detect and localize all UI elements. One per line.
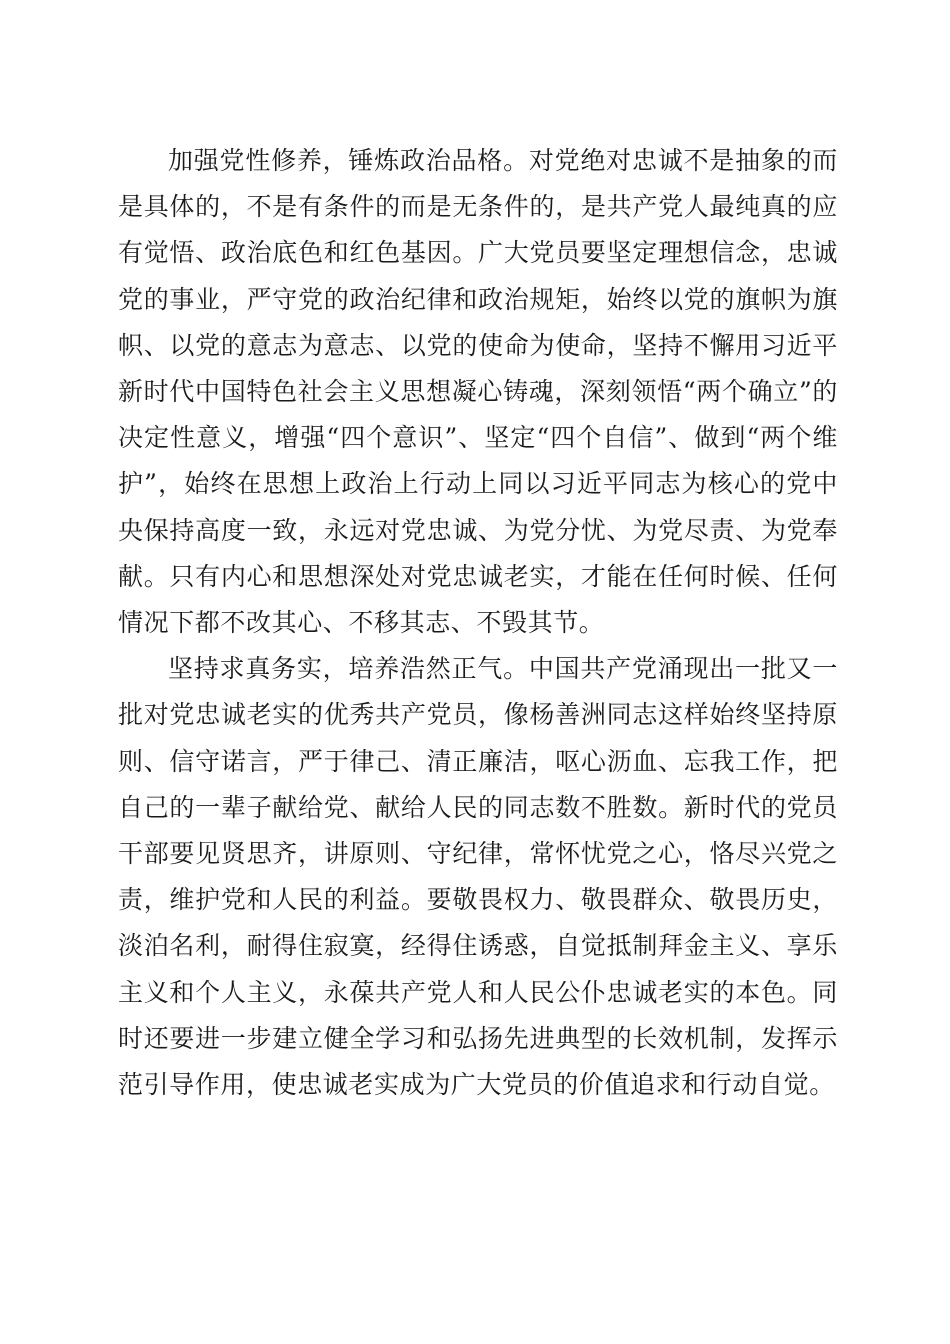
paragraph-truth-seeking: 坚持求真务实，培养浩然正气。中国共产党涌现出一批又一批对党忠诚老实的优秀共产党员，像杨善洲同志这样始终坚持原则、信守诺言，严于律己、清正廉洁，呕心沥血、忘我工作，把自己的一辈子献给党、献给人民的同志数不胜数。新时代的党员干部要见贤思齐，讲原则、守纪律，常怀忧党之心，恪尽兴党之责，维护党和人民的利益。要敬畏权力、敬畏群众、敬畏历史，淡泊名利，耐得住寂寞，经得住诱惑，自觉抵制拜金主义、享乐主义和个人主义，永葆共产党人和人民公仆忠诚老实的本色。同时还要进一步建立健全学习和弘扬先进典型的长效机制，发挥示范引导作用，使忠诚老实成为广大党员的价值追求和行动自觉。 [118,654,838,1100]
document-body [118,138,838,1108]
paragraph-party-spirit: 加强党性修养，锤炼政治品格。对党绝对忠诚不是抽象的而是具体的，不是有条件的而是无条件的，是共产党人最纯真的应有觉悟、政治底色和红色基因。广大党员要坚定理想信念，忠诚党的事业，严守党的政治纪律和政治规矩，始终以党的旗帜为旗帜、以党的意志为意志、以党的使命为使命，坚持不懈用习近平新时代中国特色社会主义思想凝心铸魂，深刻领悟“两个确立”的决定性意义，增强“四个意识”、坚定“四个自信”、做到“两个维护”，始终在思想上政治上行动上同以习近平同志为核心的党中央保持高度一致，永远对党忠诚、为党分忧、为党尽责、为党奉献。只有内心和思想深处对党忠诚老实，才能在任何时候、任何情况下都不改其心、不移其志、不毁其节。 [118,146,838,638]
